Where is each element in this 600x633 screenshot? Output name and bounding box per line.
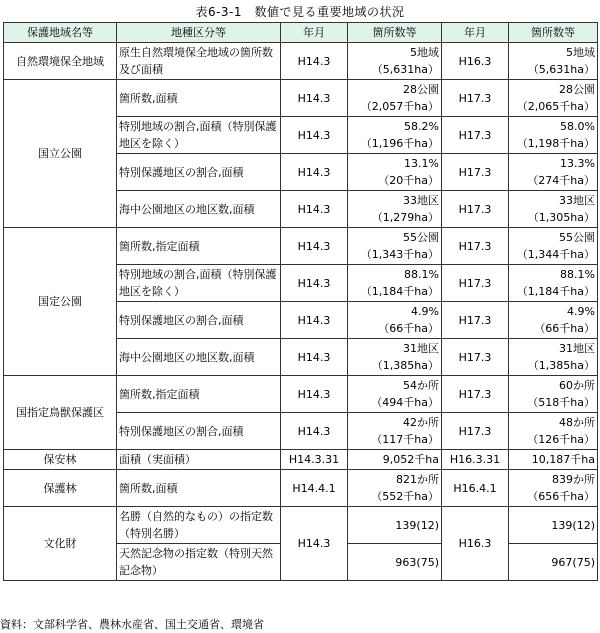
header-date-2: 年月	[442, 23, 509, 43]
area-name: 国指定鳥獣保護区	[4, 376, 117, 450]
zone-type: 特別地域の割合,面積（特別保護地区を除く）	[117, 117, 281, 154]
table-row	[4, 43, 598, 80]
year-2: H17.3	[442, 265, 509, 302]
value-2-primary: 55公園	[559, 231, 595, 244]
value-1-primary: 28公園	[403, 83, 439, 96]
header-count-2: 箇所数等	[509, 23, 598, 43]
value-2-primary: 31地区	[559, 342, 595, 355]
value-2-area: （1,385ha）	[527, 359, 595, 372]
value-2-primary: 839か所	[552, 473, 595, 486]
year-1: H14.3.31	[281, 450, 348, 470]
zone-type: 箇所数,面積	[117, 470, 281, 507]
value-1-area: （2,057千ha）	[360, 100, 439, 113]
value-1-primary: 42か所	[403, 416, 439, 429]
header-area-name: 保護地域名等	[4, 23, 117, 43]
table-row	[4, 470, 598, 507]
value-2-primary: 10,187千ha	[531, 453, 595, 466]
value-1-area: （66千ha）	[378, 322, 439, 335]
value-1	[348, 413, 442, 450]
year-2: H17.3	[442, 228, 509, 265]
value-2-primary: 13.3%	[560, 157, 595, 170]
value-2	[509, 507, 598, 544]
zone-type: 箇所数,面積	[117, 80, 281, 117]
value-2-area: （2,065千ha）	[516, 100, 595, 113]
table-title: 表6-3-1 数値で見る重要地域の状況	[195, 5, 405, 19]
zone-type: 原生自然環境保全地域の箇所数及び面積	[117, 43, 281, 80]
value-1	[348, 117, 442, 154]
value-2-primary: 48か所	[559, 416, 595, 429]
zone-type: 海中公園地区の地区数,面積	[117, 191, 281, 228]
value-1-primary: 33地区	[403, 194, 439, 207]
value-2-primary: 4.9%	[567, 305, 595, 318]
year-2: H17.3	[442, 376, 509, 413]
value-1-primary: 31地区	[403, 342, 439, 355]
value-1-area: （1,343千ha）	[360, 248, 439, 261]
header-row	[4, 23, 598, 43]
value-1-primary: 55公園	[403, 231, 439, 244]
zone-type: 海中公園地区の地区数,面積	[117, 339, 281, 376]
value-1-area: （494千ha）	[371, 396, 439, 409]
table-row	[4, 228, 598, 265]
area-name: 国定公園	[4, 228, 117, 376]
header-zone-type: 地種区分等	[117, 23, 281, 43]
value-2-area: （66千ha）	[534, 322, 595, 335]
value-1	[348, 43, 442, 80]
value-1	[348, 265, 442, 302]
value-2	[509, 228, 598, 265]
zone-type: 箇所数,指定面積	[117, 228, 281, 265]
data-table	[3, 22, 598, 581]
year-1: H14.3	[281, 265, 348, 302]
value-1-primary: 54か所	[403, 379, 439, 392]
area-name: 文化財	[4, 507, 117, 581]
year-1: H14.3	[281, 117, 348, 154]
value-1	[348, 154, 442, 191]
value-2-primary: 58.0%	[560, 120, 595, 133]
year-2: H16.3	[442, 507, 509, 581]
value-2	[509, 544, 598, 581]
value-1-primary: 821か所	[396, 473, 439, 486]
value-2	[509, 191, 598, 228]
table-row	[4, 450, 598, 470]
year-2: H16.4.1	[442, 470, 509, 507]
table-row	[4, 376, 598, 413]
value-2	[509, 470, 598, 507]
value-2	[509, 265, 598, 302]
year-2: H17.3	[442, 154, 509, 191]
value-2-area: （5,631ha）	[527, 63, 595, 76]
value-2-primary: 5地域	[566, 46, 595, 59]
area-name: 国立公園	[4, 80, 117, 228]
value-1	[348, 507, 442, 544]
year-1: H14.3	[281, 413, 348, 450]
value-1	[348, 80, 442, 117]
value-1-primary: 88.1%	[404, 268, 439, 281]
value-2-area: （1,184千ha）	[516, 285, 595, 298]
source-note: 資料：文部科学省、農林水産省、国土交通省、環境省	[0, 618, 264, 631]
value-2	[509, 376, 598, 413]
header-count-1: 箇所数等	[348, 23, 442, 43]
year-2: H16.3.31	[442, 450, 509, 470]
value-2-primary: 139(12)	[551, 518, 595, 532]
year-1: H14.3	[281, 191, 348, 228]
year-1: H14.3	[281, 80, 348, 117]
value-1-area: （552千ha）	[371, 490, 439, 503]
zone-type: 特別保護地区の割合,面積	[117, 413, 281, 450]
zone-type: 面積（実面積）	[117, 450, 281, 470]
value-1-area: （5,631ha）	[371, 63, 439, 76]
value-1	[348, 470, 442, 507]
area-name: 保護林	[4, 470, 117, 507]
year-2: H17.3	[442, 117, 509, 154]
value-1-primary: 5地域	[410, 46, 439, 59]
value-2-area: （656千ha）	[527, 490, 595, 503]
year-1: H14.4.1	[281, 470, 348, 507]
table-row	[4, 507, 598, 544]
value-2-area: （126千ha）	[527, 433, 595, 446]
value-2-area: （1,305ha）	[527, 211, 595, 224]
value-1-area: （117千ha）	[371, 433, 439, 446]
area-name: 保安林	[4, 450, 117, 470]
value-1-area: （1,279ha）	[371, 211, 439, 224]
value-1-primary: 9,052千ha	[382, 453, 439, 466]
year-1: H14.3	[281, 228, 348, 265]
zone-type: 名勝（自然的なもの）の指定数（特別名勝）	[117, 507, 281, 544]
value-2	[509, 43, 598, 80]
value-2	[509, 117, 598, 154]
value-2-primary: 88.1%	[560, 268, 595, 281]
value-1-primary: 139(12)	[395, 518, 439, 532]
zone-type: 天然記念物の指定数（特別天然記念物）	[117, 544, 281, 581]
value-1	[348, 376, 442, 413]
year-2: H17.3	[442, 80, 509, 117]
value-1-area: （1,184千ha）	[360, 285, 439, 298]
value-2-area: （274千ha）	[527, 174, 595, 187]
value-1-area: （20千ha）	[378, 174, 439, 187]
area-name: 自然環境保全地域	[4, 43, 117, 80]
zone-type: 箇所数,指定面積	[117, 376, 281, 413]
year-2: H17.3	[442, 302, 509, 339]
value-2	[509, 80, 598, 117]
year-1: H14.3	[281, 154, 348, 191]
year-1: H14.3	[281, 339, 348, 376]
value-1	[348, 450, 442, 470]
value-1	[348, 339, 442, 376]
value-2	[509, 154, 598, 191]
zone-type: 特別保護地区の割合,面積	[117, 154, 281, 191]
value-2-primary: 967(75)	[551, 555, 595, 569]
year-1: H14.3	[281, 507, 348, 581]
value-2-area: （518千ha）	[527, 396, 595, 409]
value-2	[509, 302, 598, 339]
year-2: H17.3	[442, 413, 509, 450]
value-1-primary: 13.1%	[404, 157, 439, 170]
value-2-primary: 60か所	[559, 379, 595, 392]
table-row	[4, 80, 598, 117]
year-2: H17.3	[442, 191, 509, 228]
value-2	[509, 413, 598, 450]
value-1	[348, 544, 442, 581]
value-2-area: （1,198千ha）	[516, 137, 595, 150]
year-1: H14.3	[281, 302, 348, 339]
value-2-area: （1,344千ha）	[516, 248, 595, 261]
value-2	[509, 339, 598, 376]
value-1-area: （1,196千ha）	[360, 137, 439, 150]
value-1	[348, 191, 442, 228]
year-2: H17.3	[442, 339, 509, 376]
value-1	[348, 302, 442, 339]
zone-type: 特別保護地区の割合,面積	[117, 302, 281, 339]
value-1-primary: 4.9%	[411, 305, 439, 318]
year-1: H14.3	[281, 376, 348, 413]
zone-type: 特別地域の割合,面積（特別保護地区を除く）	[117, 265, 281, 302]
value-1-primary: 58.2%	[404, 120, 439, 133]
value-2	[509, 450, 598, 470]
value-2-primary: 33地区	[559, 194, 595, 207]
year-1: H14.3	[281, 43, 348, 80]
value-1-area: （1,385ha）	[371, 359, 439, 372]
year-2: H16.3	[442, 43, 509, 80]
value-2-primary: 28公園	[559, 83, 595, 96]
header-date-1: 年月	[281, 23, 348, 43]
value-1	[348, 228, 442, 265]
value-1-primary: 963(75)	[395, 555, 439, 569]
